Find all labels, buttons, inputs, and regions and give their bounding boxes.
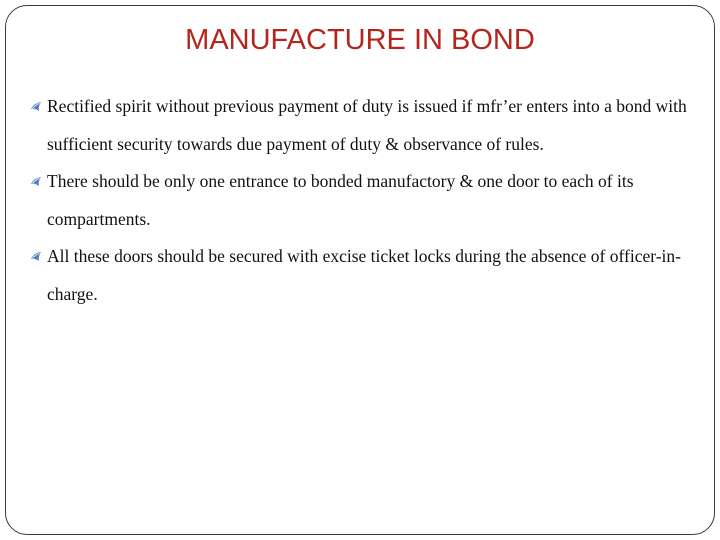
bullet-item xyxy=(30,163,702,238)
bullet-text: All these doors should be secured with excise ticket locks during the absence of officer-in-charge. xyxy=(47,246,681,304)
scroll-bullet-icon xyxy=(30,100,43,113)
bullet-list xyxy=(30,88,702,313)
bullet-text: Rectified spirit without previous payment of duty is issued if mfr’er enters into a bond with sufficient security towards due payment of duty & observance of rules. xyxy=(47,96,687,154)
bullet-item xyxy=(30,88,702,163)
bullet-item xyxy=(30,238,702,313)
bullet-text: There should be only one entrance to bonded manufactory & one door to each of its compartments. xyxy=(47,171,634,229)
scroll-bullet-icon xyxy=(30,250,43,263)
scroll-bullet-icon xyxy=(30,175,43,188)
slide-title: MANUFACTURE IN BOND xyxy=(185,24,535,56)
